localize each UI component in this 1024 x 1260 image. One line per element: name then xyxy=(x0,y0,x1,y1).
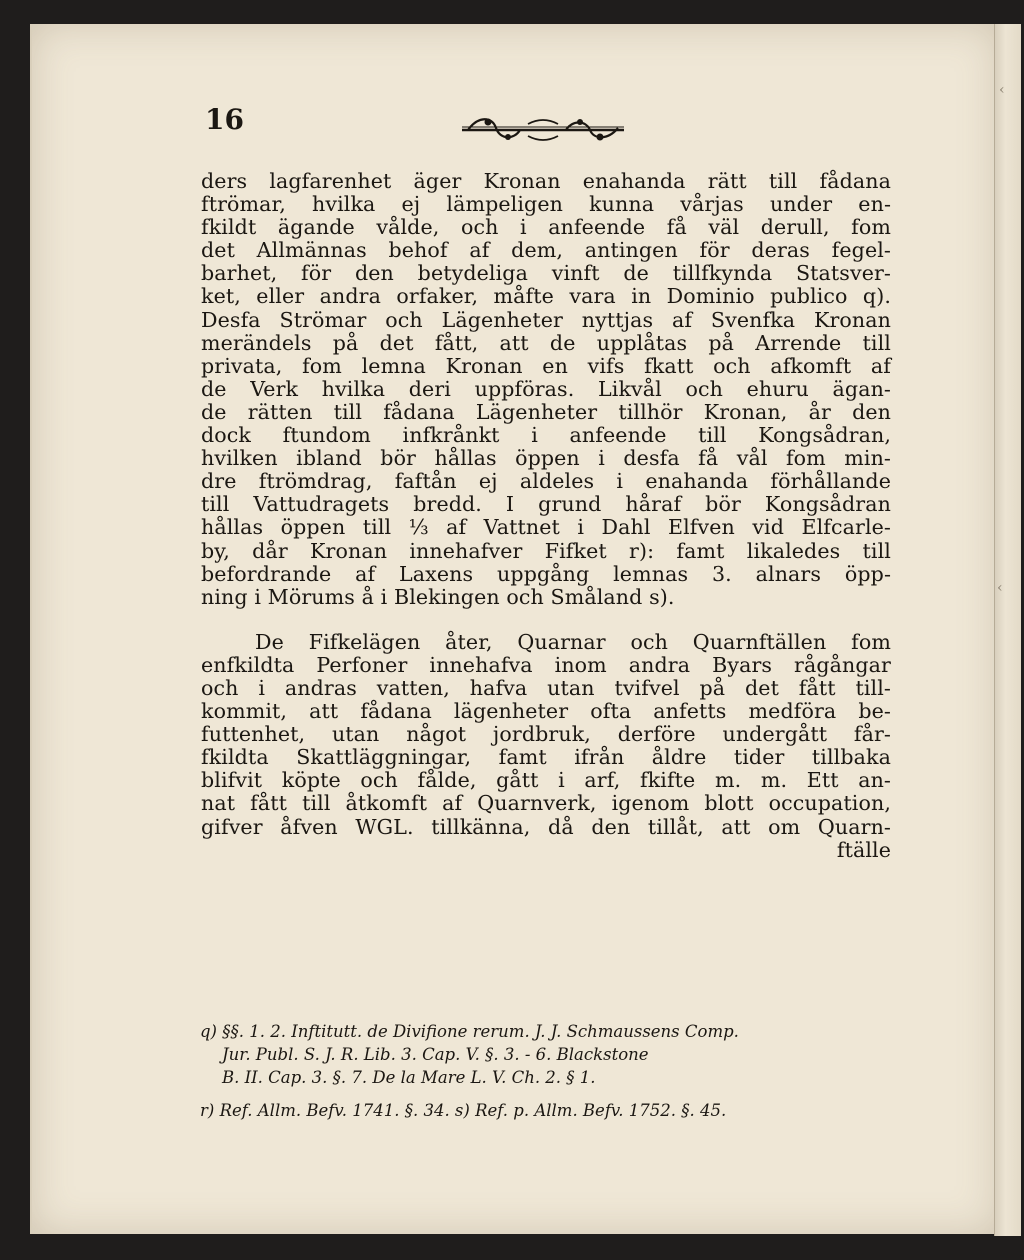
text-line: gifver åfven WGL. tillkänna, då den tillåt, att om Quarn- xyxy=(201,814,891,839)
page-edge-right xyxy=(994,24,1021,1236)
footnote-line: B. II. Cap. 3. §. 7. De la Mare L. V. Ch. 2. § 1. xyxy=(222,1068,596,1087)
text-line: Desfa Strömar och Lägenheter nyttjas af Svenfka Kronan xyxy=(201,307,891,332)
text-line: till Vattudragets bredd. I grund håraf bör Kongsådran xyxy=(201,492,891,517)
text-line: fkildta Skattläggningar, famt ifrån åldre tider tillbaka xyxy=(201,745,891,770)
ornament-icon xyxy=(458,112,628,146)
text-line: futtenhet, utan något jordbruk, derföre undergått får- xyxy=(201,722,891,747)
text-line: hållas öppen till ⅓ af Vattnet i Dahl Elfven vid Elfcarle- xyxy=(201,515,891,540)
text-line: kommit, att fådana lägenheter ofta anfetts medföra be- xyxy=(201,699,891,724)
text-line: befordrande af Laxens uppgång lemnas 3. alnars öpp- xyxy=(201,561,891,586)
text-line: merändels på det fått, att de upplåtas på Arrende till xyxy=(201,330,891,355)
text-line: blifvit köpte och fålde, gått i arf, fkifte m. m. Ett an- xyxy=(201,768,891,793)
text-line: privata, fom lemna Kronan en vifs fkatt och afkomft af xyxy=(201,353,891,378)
text-line: ket, eller andra orfaker, måfte vara in Dominio publico q). xyxy=(201,284,891,309)
footnote-line: Jur. Publ. S. J. R. Lib. 3. Cap. V. §. 3. - 6. Blackstone xyxy=(222,1045,649,1064)
text-line: och i andras vatten, hafva utan tvifvel på det fått till- xyxy=(201,675,891,700)
text-line: De Fifkelägen åter, Quarnar och Quarnftällen fom xyxy=(255,629,891,654)
text-line: enfkildta Perfoner innehafva inom andra Byars rågångar xyxy=(201,652,891,677)
paragraph-2 xyxy=(201,631,891,862)
paragraph-1 xyxy=(201,170,891,609)
text-line: dock ftundom infkrånkt i anfeende till Kongsådran, xyxy=(201,423,891,448)
text-line: de rätten till fådana Lägenheter tillhör Kronan, år den xyxy=(201,399,891,424)
body-text xyxy=(201,170,891,862)
footnotes xyxy=(200,1020,900,1122)
text-line: nat fått till åtkomft af Quarnverk, igenom blott occupation, xyxy=(201,791,891,816)
text-line: ders lagfarenhet äger Kronan enahanda rätt till fådana xyxy=(201,169,891,193)
footnote-line: r) Ref. Allm. Befv. 1741. §. 34. s) Ref. p. Allm. Befv. 1752. §. 45. xyxy=(200,1101,727,1120)
page-number: 16 xyxy=(205,103,244,136)
text-line: by, dår Kronan innehafver Fifket r): famt likaledes till xyxy=(201,538,891,563)
footnote-line: q) §§. 1. 2. Inftitutt. de Divifione rerum. J. J. Schmaussens Comp. xyxy=(200,1022,739,1041)
catchword: ftälle xyxy=(836,837,891,862)
text-line: de Verk hvilka deri uppföras. Likvål och ehuru ägan- xyxy=(201,376,891,401)
text-line: ftrömar, hvilka ej lämpeligen kunna vårjas under en- xyxy=(201,192,891,217)
text-line: fkildt ägande vålde, och i anfeende få väl derull, fom xyxy=(201,215,891,240)
text-line: det Allmännas behof af dem, antingen för deras fegel- xyxy=(201,238,891,263)
edge-mark: ‹ xyxy=(997,580,1003,596)
edge-mark: ‹ xyxy=(999,82,1005,98)
text-line: dre ftrömdrag, faftån ej aldeles i enahanda förhållande xyxy=(201,469,891,494)
text-line: barhet, för den betydeliga vinft de tillfkynda Statsver- xyxy=(201,261,891,286)
text-line: ning i Mörums å i Blekingen och Småland s). xyxy=(201,584,675,609)
text-line: hvilken ibland bör hållas öppen i desfa få vål fom min- xyxy=(201,446,891,471)
